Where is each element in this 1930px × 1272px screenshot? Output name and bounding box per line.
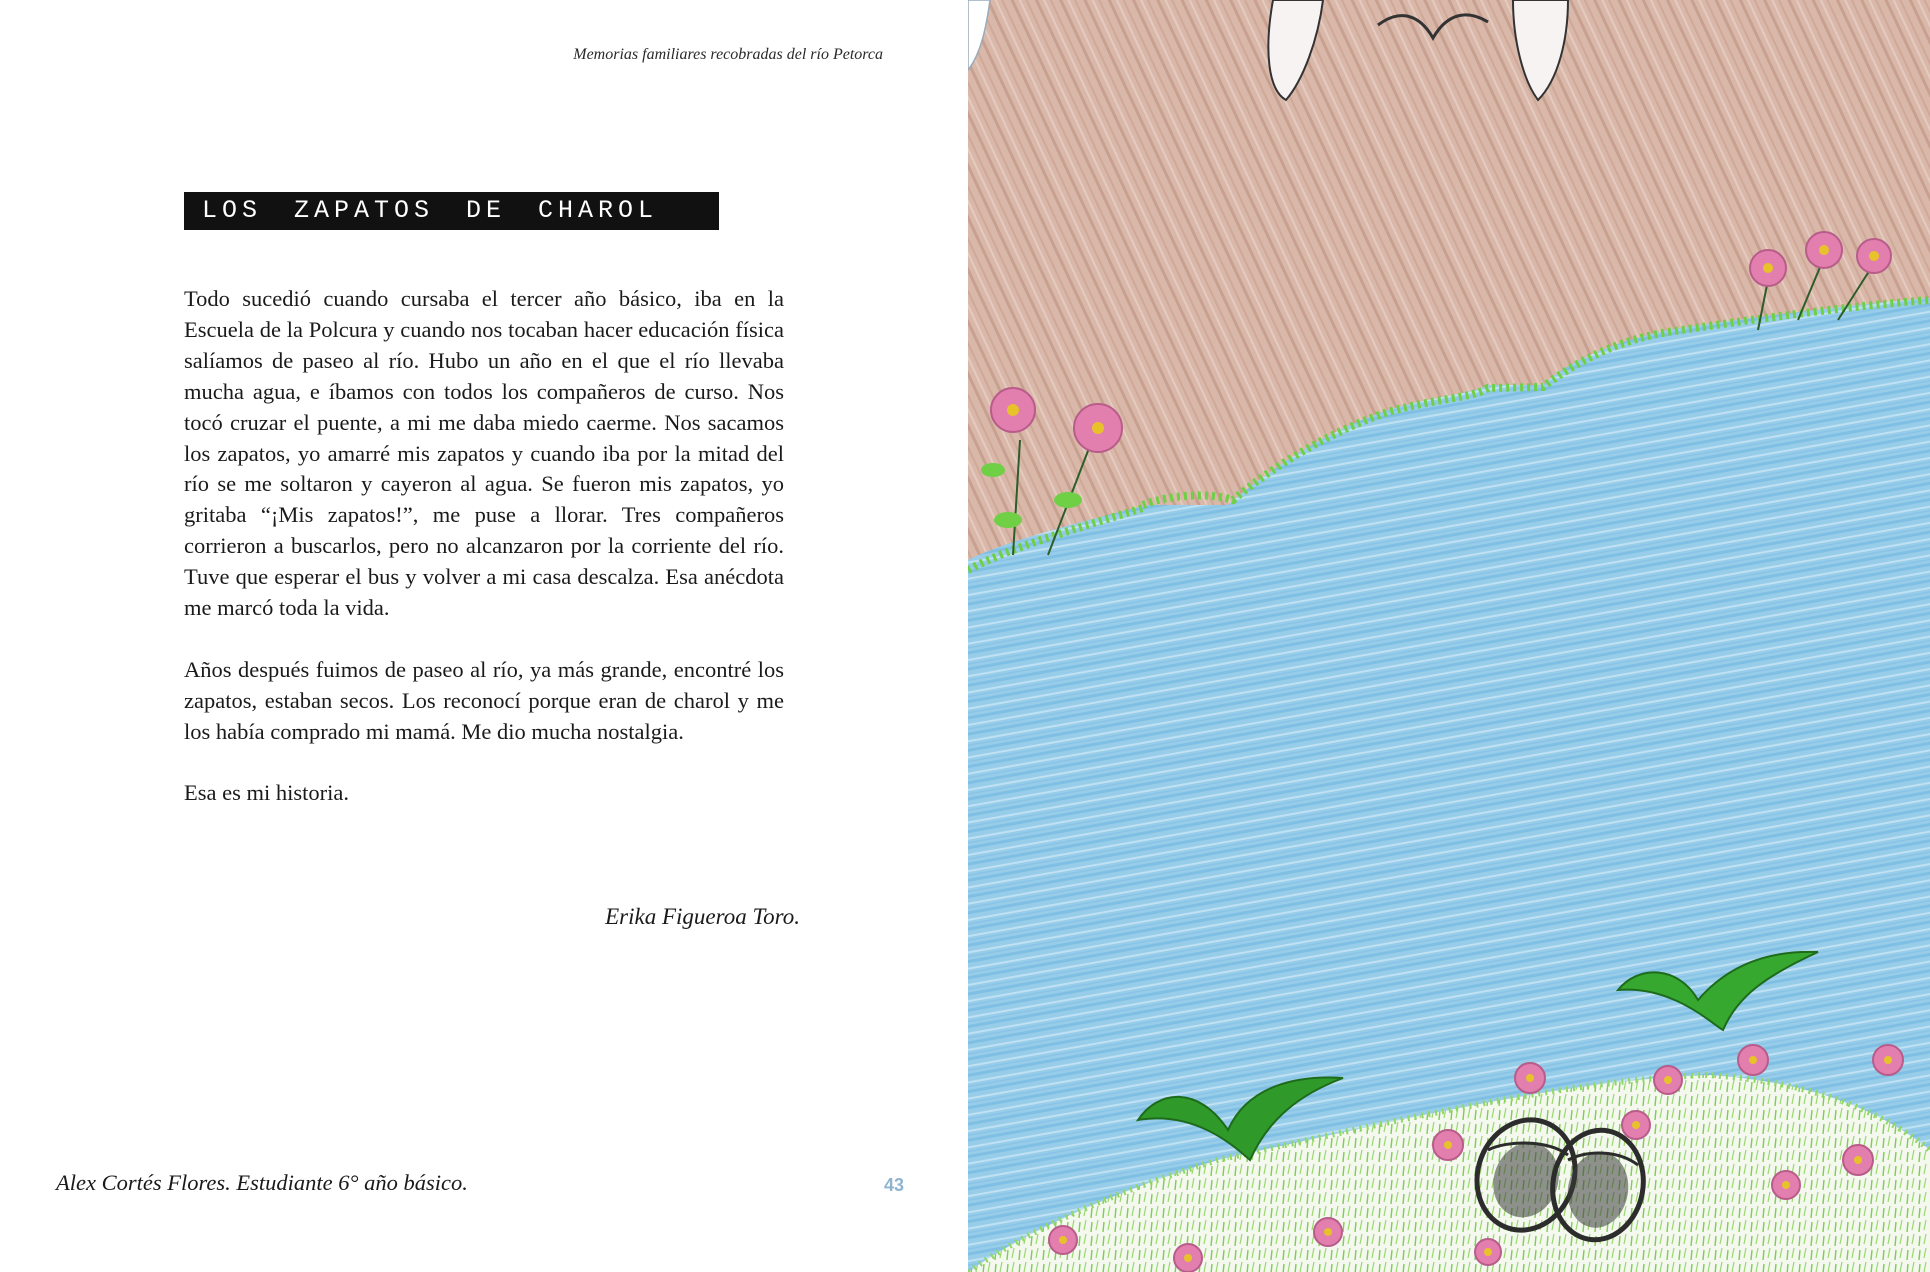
story-paragraph: Años después fuimos de paseo al río, ya más grande, encontré los zapatos, estaban secos. Los reconocí porque eran de charol y me los había comprado mi mamá. Me dio mucha nostalgia. (184, 656, 784, 744)
illustrator-credit: Alex Cortés Flores. Estudiante 6° año básico. (56, 1170, 468, 1195)
story-paragraph: Esa es mi historia. (184, 780, 349, 806)
story-paragraph: Todo sucedió cuando cursaba el tercer año básico, iba en la Escuela de la Polcura y cuando nos tocaban hacer educación física salíamos de paseo al río. Hubo un año en el que el río llevaba mucha agua, e íbamos con todos los compañeros de curso. Nos tocó cruzar el puente, a mi me daba miedo caerme. Nos sacamos los zapatos, yo amarré mis zapatos y cuando iba por la mitad del río se me soltaron y cayeron al agua. Se fueron mis zapatos, yo gritaba “¡Mis zapatos!”, me puse a llorar. Tres compañeros corrieron a buscarlos, pero no alcanzaron por la corriente del río. Tuve que esperar el bus y volver a mi casa descalza. Esa anécdota me marcó toda la vida. (184, 286, 784, 621)
running-header: Memorias familiares recobradas del río Petorca (573, 46, 883, 63)
river-illustration (968, 0, 1930, 1272)
page-number: 43 (884, 1175, 905, 1195)
story-title: LOS ZAPATOS DE CHAROL (184, 192, 719, 230)
story-author: Erika Figueroa Toro. (605, 904, 800, 929)
story-body (184, 284, 784, 840)
